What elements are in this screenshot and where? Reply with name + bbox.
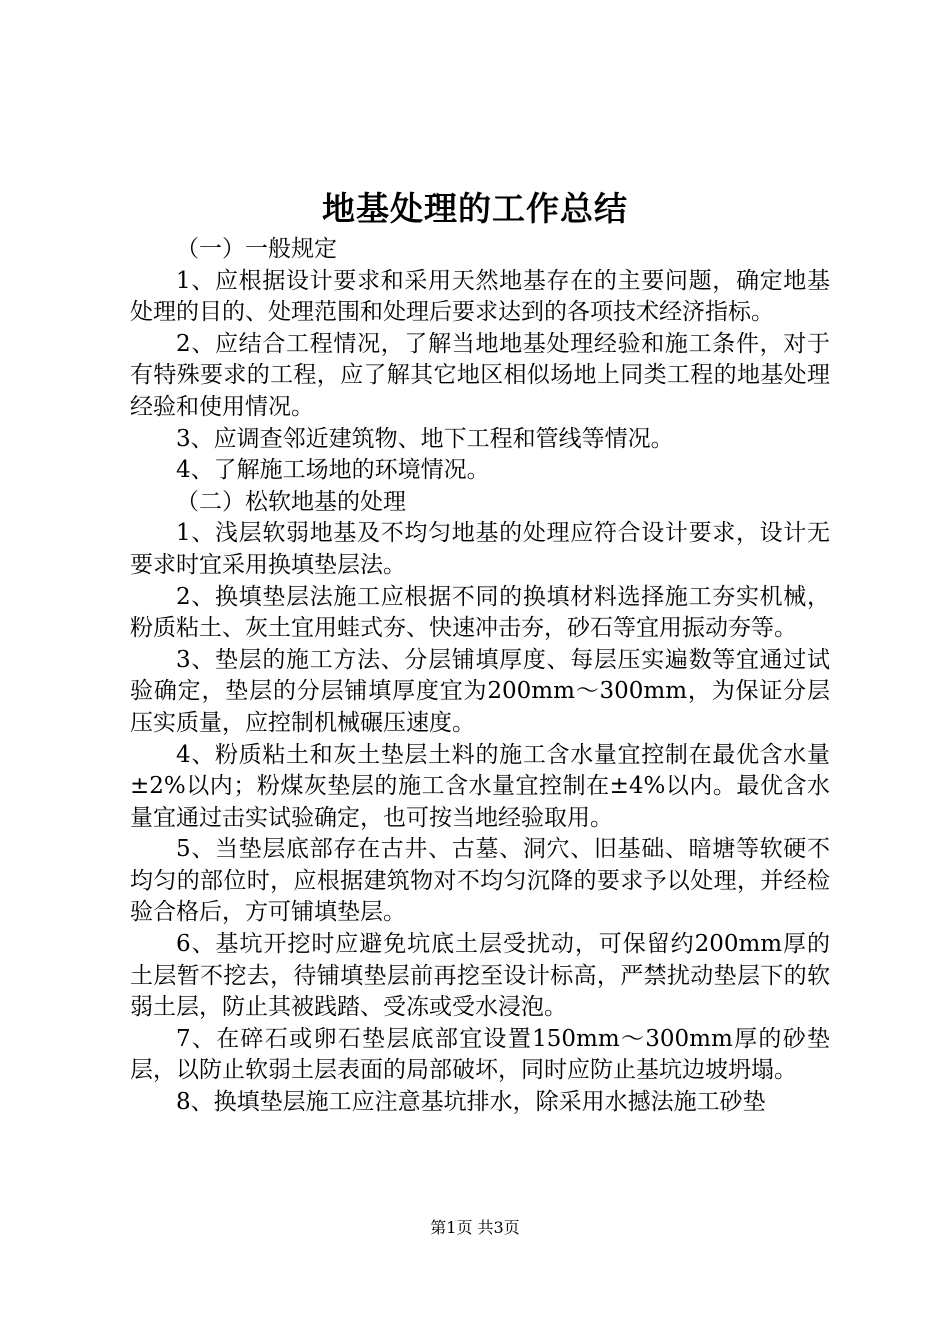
paragraph: 2、应结合工程情况，了解当地地基处理经验和施工条件，对于有特殊要求的工程，应了解其它地区相似场地上同类工程的地基处理经验和使用情况。 [130, 330, 830, 420]
paragraph: 2、换填垫层法施工应根据不同的换填材料选择施工夯实机械，粉质粘土、灰土宜用蛙式夯、快速冲击夯，砂石等宜用振动夯等。 [130, 583, 830, 642]
paragraph: 8、换填垫层施工应注意基坑排水，除采用水撼法施工砂垫 [176, 1089, 766, 1116]
page-footer: 第1页 共3页 [430, 1218, 520, 1237]
paragraph: 6、基坑开挖时应避免坑底土层受扰动，可保留约200mm厚的土层暂不挖去，待铺填垫层前再挖至设计标高，严禁扰动垫层下的软弱土层，防止其被践踏、受冻或受水浸泡。 [130, 931, 830, 1021]
paragraph: 3、垫层的施工方法、分层铺填厚度、每层压实遍数等宜通过试验确定，垫层的分层铺填厚度宜为200mm～300mm，为保证分层压实质量，应控制机械碾压速度。 [130, 646, 830, 736]
paragraph: 1、应根据设计要求和采用天然地基存在的主要问题，确定地基处理的目的、处理范围和处理后要求达到的各项技术经济指标。 [130, 267, 830, 326]
paragraph: 1、浅层软弱地基及不均匀地基的处理应符合设计要求，设计无要求时宜采用换填垫层法。 [130, 520, 830, 578]
paragraph: 3、应调查邻近建筑物、地下工程和管线等情况。 [176, 425, 674, 452]
document-title: 地基处理的工作总结 [322, 189, 628, 228]
paragraph: 4、了解施工场地的环境情况。 [176, 457, 490, 484]
paragraph: 5、当垫层底部存在古井、古墓、洞穴、旧基础、暗塘等软硬不均匀的部位时，应根据建筑物对不均匀沉降的要求予以处理，并经检验合格后，方可铺填垫层。 [130, 836, 830, 926]
paragraph: 4、粉质粘土和灰土垫层土料的施工含水量宜控制在最优含水量±2%以内；粉煤灰垫层的施工含水量宜控制在±4%以内。最优含水量宜通过击实试验确定，也可按当地经验取用。 [130, 741, 830, 831]
paragraph: 7、在碎石或卵石垫层底部宜设置150mm～300mm厚的砂垫层，以防止软弱土层表面的局部破坏，同时应防止基坑边坡坍塌。 [130, 1025, 830, 1084]
document-body [130, 234, 830, 1119]
section-heading-soft-ground: （二）松软地基的处理 [176, 488, 406, 515]
section-heading-general: （一）一般规定 [176, 236, 337, 262]
